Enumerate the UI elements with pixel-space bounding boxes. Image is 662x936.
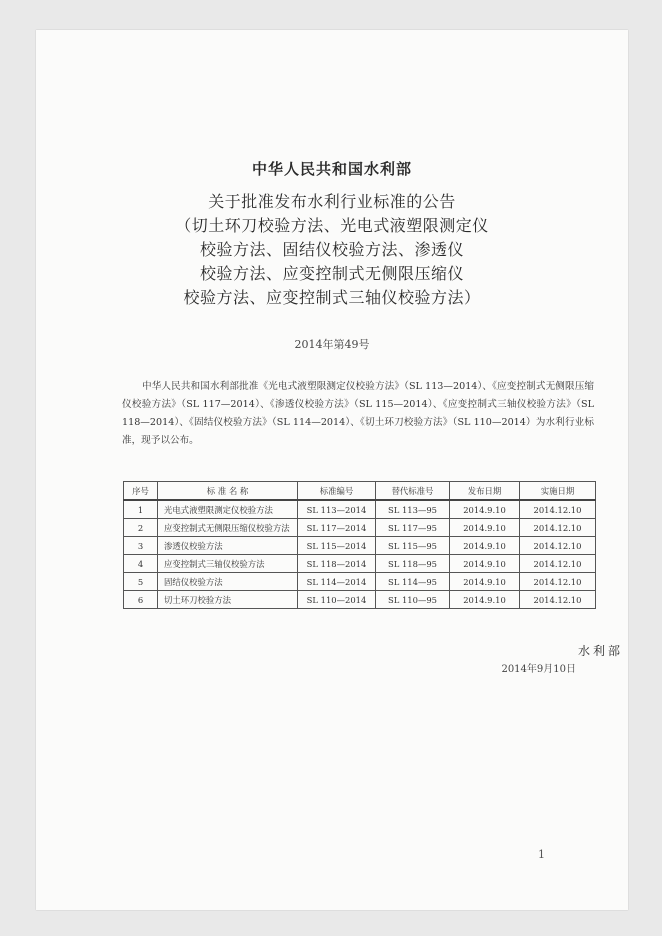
page-number: 1 xyxy=(538,848,545,861)
cell-replaced: SL 118—95 xyxy=(376,555,450,573)
cell-effective-date: 2014.12.10 xyxy=(520,500,596,519)
cell-index: 6 xyxy=(124,591,158,609)
signing-organization: 水利部 xyxy=(578,644,624,658)
cell-issue-date: 2014.9.10 xyxy=(450,537,520,555)
col-header-index: 序号 xyxy=(124,482,158,501)
cell-code: SL 110—2014 xyxy=(298,591,376,609)
cell-replaced: SL 113—95 xyxy=(376,500,450,519)
title-line: （切土环刀校验方法、光电式液塑限测定仪 xyxy=(175,216,489,235)
cell-index: 3 xyxy=(124,537,158,555)
table-row xyxy=(124,537,596,555)
title-line: 校验方法、固结仪校验方法、渗透仪 xyxy=(199,240,464,259)
cell-code: SL 118—2014 xyxy=(298,555,376,573)
col-header-replaced: 替代标准号 xyxy=(376,482,450,501)
standards-table xyxy=(123,481,596,609)
col-header-effective-date: 实施日期 xyxy=(520,482,596,501)
cell-name: 应变控制式无侧限压缩仪校验方法 xyxy=(158,519,298,537)
issuing-ministry: 中华人民共和国水利部 xyxy=(251,160,412,178)
cell-code: SL 115—2014 xyxy=(298,537,376,555)
table-row xyxy=(124,573,596,591)
cell-index: 4 xyxy=(124,555,158,573)
title-line: 校验方法、应变控制式三轴仪校验方法） xyxy=(183,288,481,307)
cell-code: SL 114—2014 xyxy=(298,573,376,591)
table-row xyxy=(124,591,596,609)
cell-replaced: SL 110—95 xyxy=(376,591,450,609)
cell-name: 光电式液塑限测定仪校验方法 xyxy=(158,500,298,519)
table-header-row xyxy=(124,482,596,501)
document-page xyxy=(36,30,628,910)
cell-issue-date: 2014.9.10 xyxy=(450,591,520,609)
table-row xyxy=(124,555,596,573)
cell-replaced: SL 115—95 xyxy=(376,537,450,555)
cell-effective-date: 2014.12.10 xyxy=(520,573,596,591)
cell-code: SL 113—2014 xyxy=(298,500,376,519)
cell-replaced: SL 117—95 xyxy=(376,519,450,537)
table-row xyxy=(124,500,596,519)
cell-issue-date: 2014.9.10 xyxy=(450,500,520,519)
document-number: 2014年第49号 xyxy=(294,338,370,351)
cell-effective-date: 2014.12.10 xyxy=(520,537,596,555)
cell-replaced: SL 114—95 xyxy=(376,573,450,591)
cell-name: 固结仪校验方法 xyxy=(158,573,298,591)
cell-issue-date: 2014.9.10 xyxy=(450,555,520,573)
cell-code: SL 117—2014 xyxy=(298,519,376,537)
cell-index: 2 xyxy=(124,519,158,537)
cell-issue-date: 2014.9.10 xyxy=(450,519,520,537)
title-line: 校验方法、应变控制式无侧限压缩仪 xyxy=(199,264,464,283)
cell-issue-date: 2014.9.10 xyxy=(450,573,520,591)
notice-body: 中华人民共和国水利部批准《光电式液塑限测定仪校验方法》（SL 113—2014）、《应变控制式无侧限压缩仪校验方法》（SL 117—2014）、《渗透仪校验方法》（SL 115—2014）、《应变控制式三轴仪校验方法》（SL 118—2014）、《固结仪校验方法》（SL 114—2014）、《切土环刀校验方法》（SL 110—2014）为水利行业标准，现予以公布。 xyxy=(122,381,594,446)
cell-index: 5 xyxy=(124,573,158,591)
table-row xyxy=(124,519,596,537)
col-header-issue-date: 发布日期 xyxy=(450,482,520,501)
title-line: 关于批准发布水利行业标准的公告 xyxy=(208,192,456,211)
col-header-name: 标 准 名 称 xyxy=(158,482,298,501)
cell-name: 切土环刀校验方法 xyxy=(158,591,298,609)
signing-date: 2014年9月10日 xyxy=(501,664,576,675)
notice-title xyxy=(36,190,628,310)
cell-name: 应变控制式三轴仪校验方法 xyxy=(158,555,298,573)
cell-name: 渗透仪校验方法 xyxy=(158,537,298,555)
col-header-code: 标准编号 xyxy=(298,482,376,501)
cell-effective-date: 2014.12.10 xyxy=(520,555,596,573)
cell-effective-date: 2014.12.10 xyxy=(520,591,596,609)
cell-index: 1 xyxy=(124,500,158,519)
cell-effective-date: 2014.12.10 xyxy=(520,519,596,537)
